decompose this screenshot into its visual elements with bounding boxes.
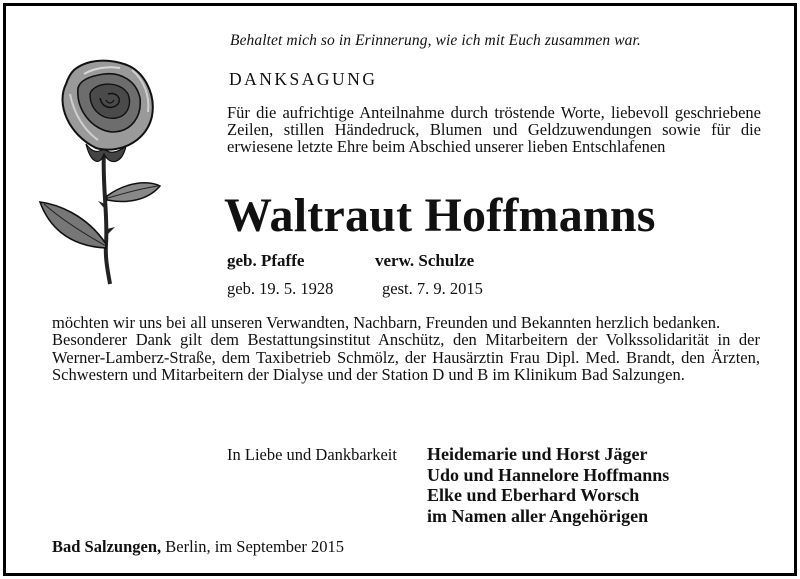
obituary-notice (3, 3, 797, 576)
place-date-line (52, 537, 344, 557)
body-paragraph-1: möchten wir uns bei all unseren Verwandten, Nachbarn, Freunden und Bekannten herzlich bedanken. (52, 313, 721, 332)
signer: im Namen aller Angehörigen (427, 505, 649, 526)
place-date: Berlin, im September 2015 (161, 537, 344, 556)
signer: Elke und Eberhard Worsch (427, 485, 640, 505)
signers-list (427, 444, 669, 526)
birth-date: geb. 19. 5. 1928 (227, 279, 334, 298)
death-date: gest. 7. 9. 2015 (382, 279, 483, 298)
thanks-text: Für die aufrichtige Anteilnahme durch tröstende Worte, liebevoll geschriebene Zeilen, stillen Händedruck, Blumen und Geldzuwendungen sowie für die erwiesene letzte Ehre beim Abschied unserer lieben Entschlafenen (227, 103, 761, 157)
body-paragraph-2: Besonderer Dank gilt dem Bestattungsinstitut Anschütz, den Mitarbeitern der Volkssolidarität in der Werner-Lamberz-Straße, dem Taxibetrieb Schmölz, der Hausärztin Frau Dipl. Med. Brandt, den Ärzten, Schwestern und Mitarbeitern der Dialyse und der Station D und B im Klinikum Bad Salzungen. (52, 330, 760, 385)
notice-title: DANKSAGUNG (229, 69, 378, 89)
rose-icon (36, 54, 166, 286)
body-text (52, 314, 760, 384)
signer: Udo und Hannelore Hoffmanns (427, 464, 670, 485)
closing-phrase: In Liebe und Dankbarkeit (227, 445, 397, 464)
motto: Behaltet mich so in Erinnerung, wie ich mit Euch zusammen war. (230, 32, 641, 49)
deceased-name: Waltraut Hoffmanns (224, 189, 656, 242)
place-name: Bad Salzungen, (52, 537, 162, 556)
birth-name: geb. Pfaffe (227, 251, 305, 270)
widowed-name: verw. Schulze (375, 251, 475, 270)
signer: Heidemarie und Horst Jäger (427, 444, 648, 464)
